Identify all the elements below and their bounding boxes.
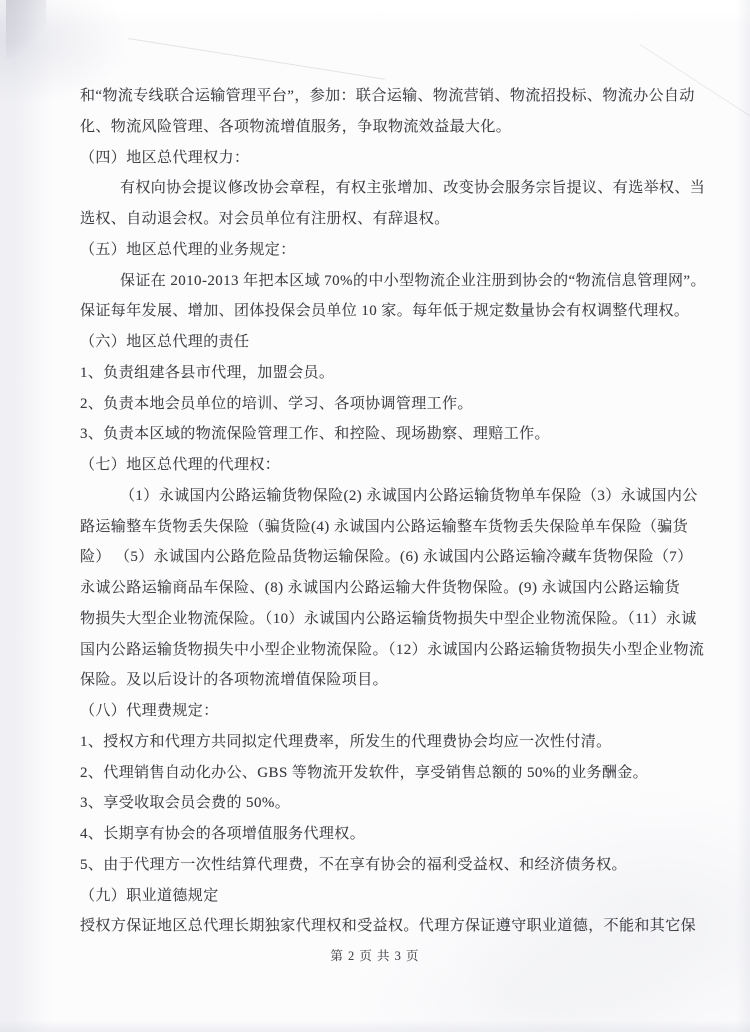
- document-line: 国内公路运输货物损失中小型企业物流保险。（12）永诚国内公路运输货物损失小型企业物流: [80, 641, 705, 658]
- document-line: 保证每年发展、增加、团体投保会员单位 10 家。每年低于规定数量协会有权调整代理权。: [80, 303, 690, 320]
- document-line: 2、代理销售自动化办公、GBS 等物流开发软件，享受销售总额的 50%的业务酬金。: [80, 764, 649, 781]
- document-line: 1、授权方和代理方共同拟定代理费率，所发生的代理费协会均应一次性付清。: [80, 733, 612, 750]
- document-line: 4、长期享有协会的各项增值服务代理权。: [80, 826, 366, 842]
- document-line: （六）地区总代理的责任: [80, 334, 250, 350]
- document-line: （1）永诚国内公路运输货物保险(2) 永诚国内公路运输货物单车保险（3）永诚国内公: [120, 487, 698, 504]
- document-line: 5、由于代理方一次性结算代理费，不在享有协会的福利受益权、和经济债务权。: [80, 856, 627, 873]
- document-line: 化、物流风险管理、各项物流增值服务，争取物流效益最大化。: [80, 118, 512, 135]
- document-line: （七）地区总代理的代理权：: [80, 457, 281, 473]
- document-line: 和“物流专线联合运输管理平台”，参加：联合运输、物流营销、物流招投标、物流办公自动: [80, 88, 695, 104]
- document-line: （四）地区总代理权力：: [80, 149, 250, 166]
- page-footer: 第 2 页 共 3 页: [330, 949, 420, 963]
- document-line: 3、负责本区域的物流保险管理工作、和控险、现场勘察、理赔工作。: [80, 426, 550, 443]
- document-line: 保证在 2010-2013 年把本区域 70%的中小型物流企业注册到协会的“物流信息管理网”。: [120, 272, 706, 289]
- document-line: 3、享受收取会员会费的 50%。: [80, 795, 291, 812]
- document-line: （九）职业道德规定: [80, 887, 219, 904]
- document-line: 永诚公路运输商品车保险、(8) 永诚国内公路运输大件货物保险。(9) 永诚国内公路运输货: [80, 580, 681, 596]
- document-line: 选权、自动退会权。对会员单位有注册权、有辞退权。: [80, 211, 450, 227]
- document-body: [80, 81, 706, 942]
- document-line: 有权向协会提议修改协会章程，有权主张增加、改变协会服务宗旨提议、有选举权、当: [120, 180, 706, 197]
- document-line: 保险。及以后设计的各项物流增值保险项目。: [80, 672, 389, 689]
- document-line: 1、负责组建各县市代理，加盟会员。: [80, 364, 335, 381]
- document-line: 授权方保证地区总代理长期独家代理权和受益权。代理方保证遵守职业道德，不能和其它保: [80, 918, 697, 935]
- document-line: 险） （5）永诚国内公路危险品货物运输保险。(6) 永诚国内公路运输冷藏车货物保险（7）: [80, 549, 693, 566]
- document-line: 2、负责本地会员单位的培训、学习、各项协调管理工作。: [80, 395, 473, 412]
- document-line: 物损失大型企业物流保险。（10）永诚国内公路运输货物损失中型企业物流保险。（11）永诚: [80, 610, 697, 627]
- document-line: 路运输整车货物丢失保险（骗货险(4) 永诚国内公路运输整车货物丢失保险单车保险（骗货: [80, 518, 689, 535]
- document-line: （八）代理费规定：: [80, 703, 219, 719]
- document-line: （五）地区总代理的业务规定：: [80, 241, 296, 258]
